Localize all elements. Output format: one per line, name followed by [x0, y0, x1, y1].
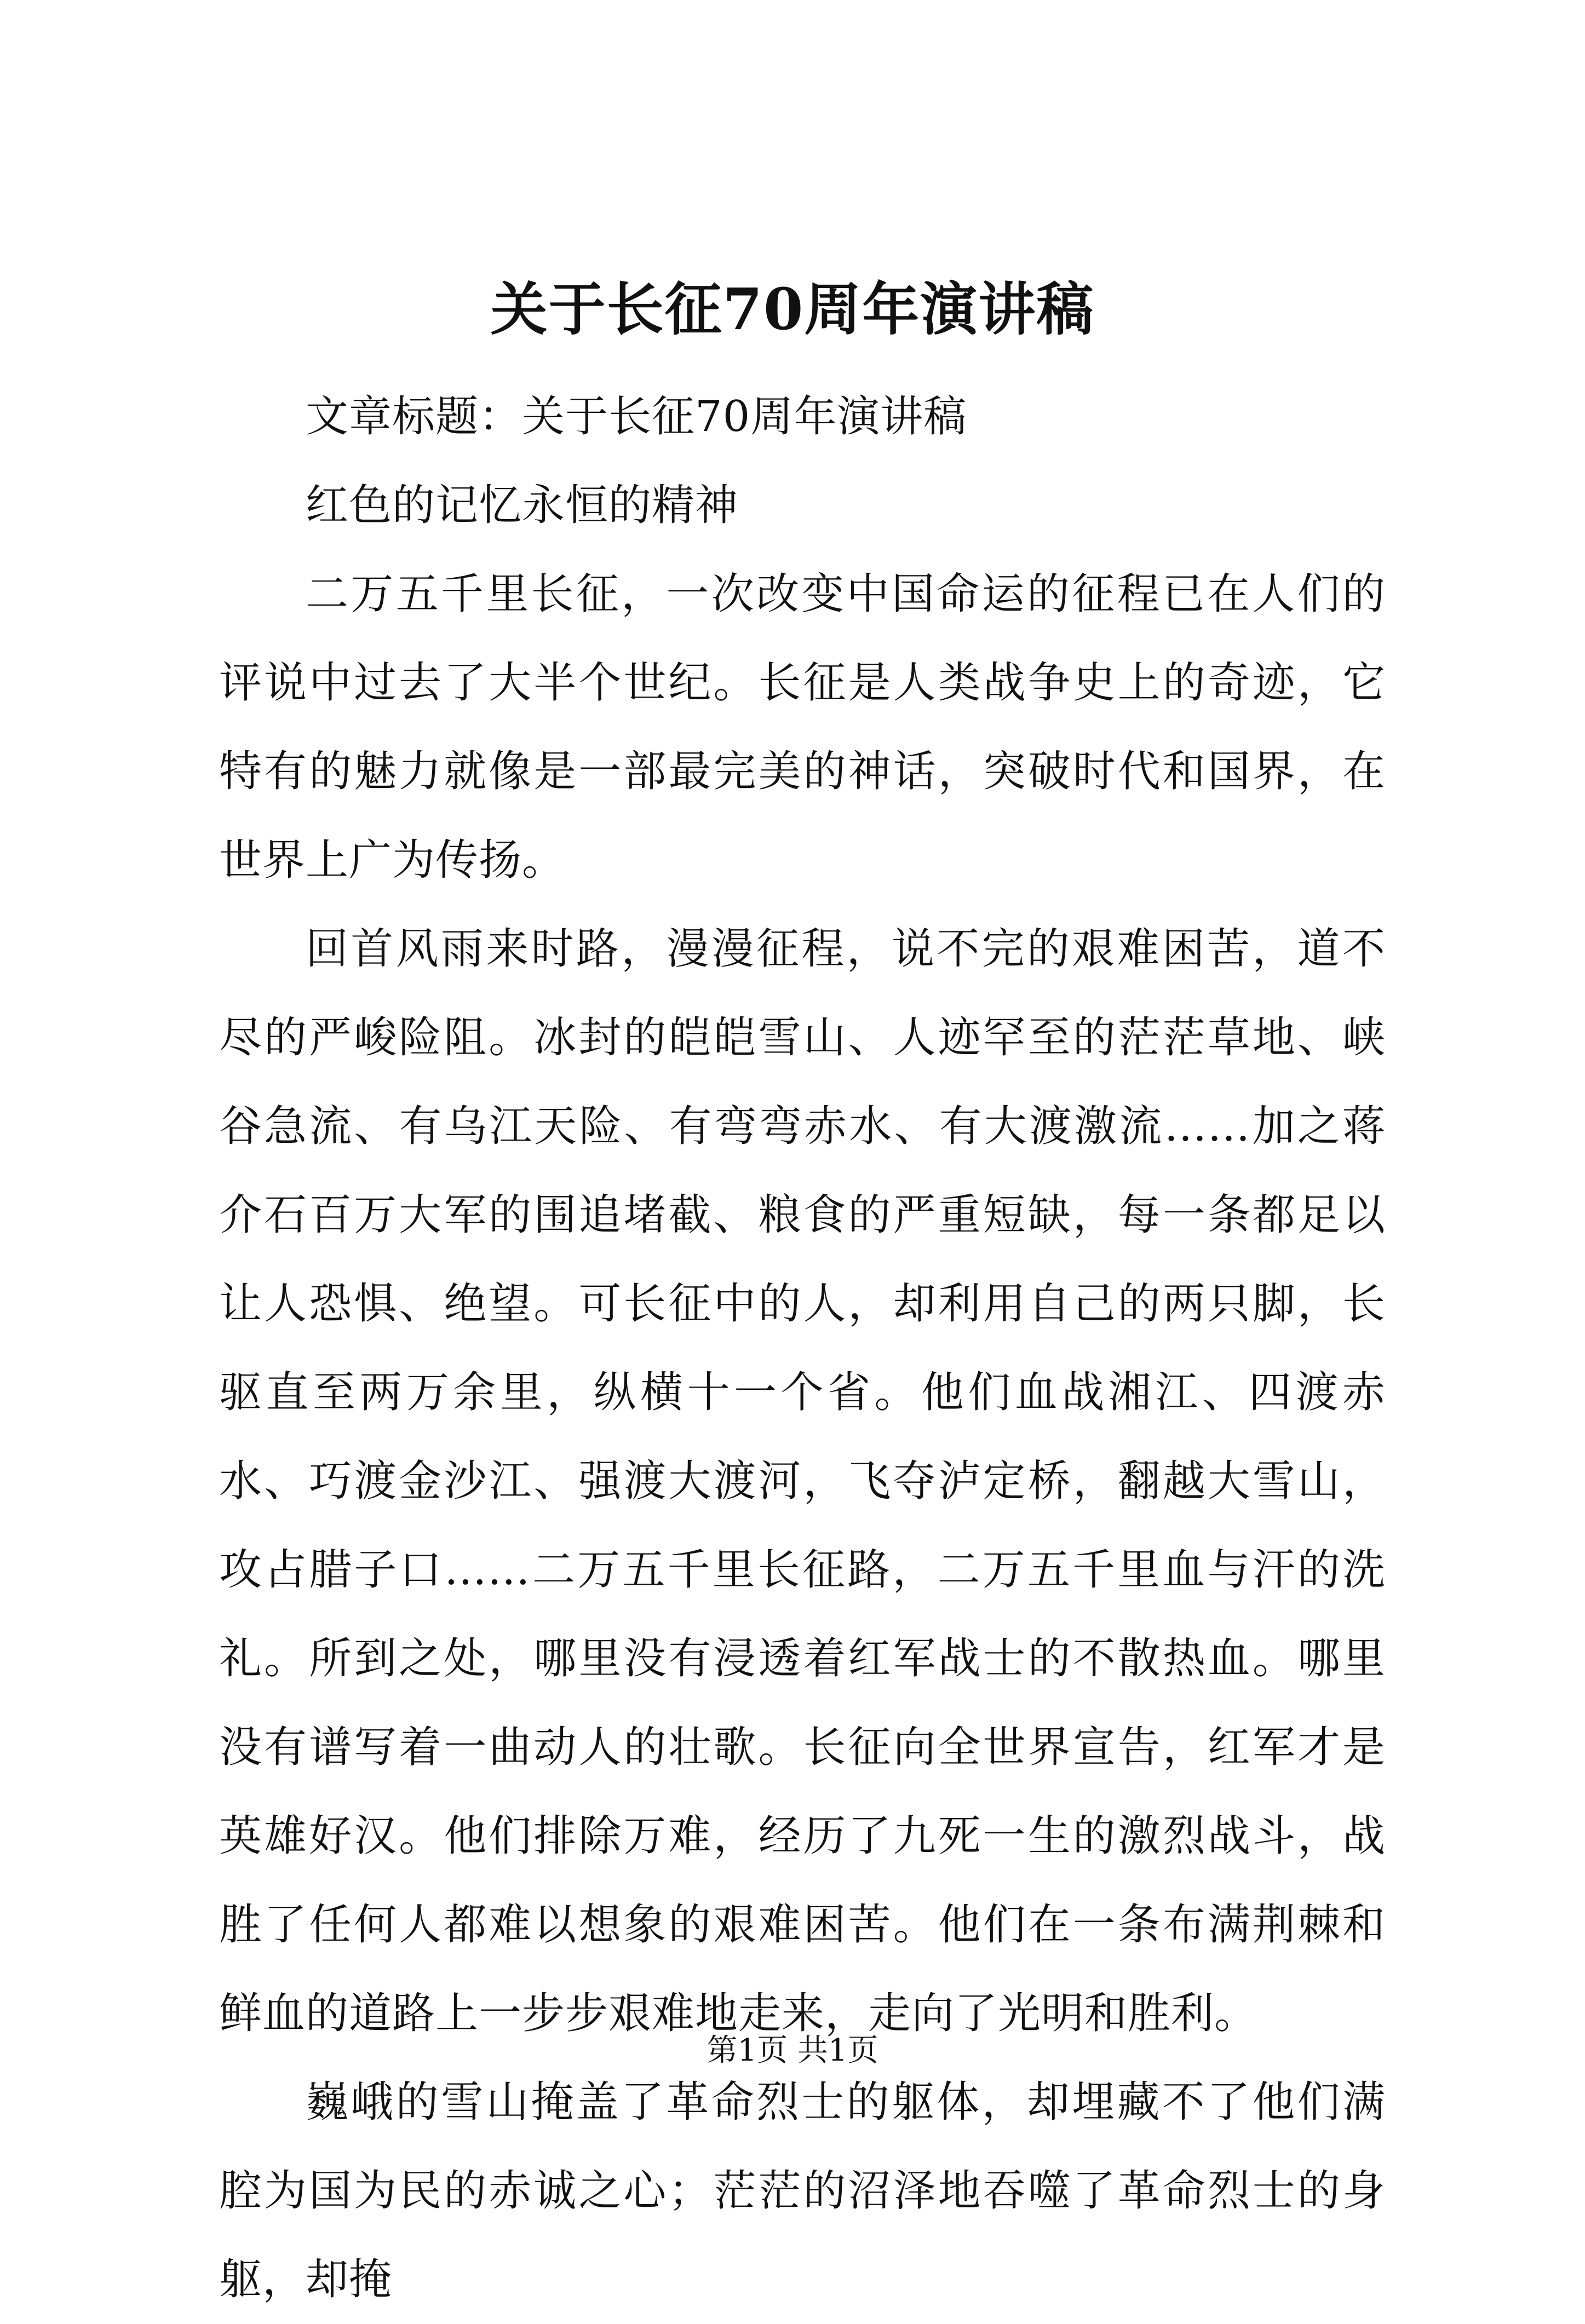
article-title-line: 文章标题：关于长征70周年演讲稿: [306, 392, 967, 441]
document-title: 关于长征70周年演讲稿: [490, 275, 1095, 343]
page-footer: 第1页 共1页: [707, 2033, 878, 2068]
subtitle-line: 红色的记忆永恒的精神: [306, 481, 739, 530]
body-paragraph: 巍峨的雪山掩盖了革命烈士的躯体，却埋藏不了他们满腔为国为民的赤诚之心；茫茫的沼泽地吞噬了革命烈士的身躯，却掩: [219, 2078, 1386, 2304]
body-paragraph: 回首风雨来时路，漫漫征程，说不完的艰难困苦，道不尽的严峻险阻。冰封的皑皑雪山、人迹罕至的茫茫草地、峡谷急流、有乌江天险、有弯弯赤水、有大渡激流……加之蒋介石百万大军的围追堵截、粮食的严重短缺，每一条都足以让人恐惧、绝望。可长征中的人，却利用自己的两只脚，长驱直至两万余里，纵横十一个省。他们血战湘江、四渡赤水、巧渡金沙江、强渡大渡河，飞夺泸定桥，翻越大雪山，攻占腊子口……二万五千里长征路，二万五千里血与汗的洗礼。所到之处，哪里没有浸透着红军战士的不散热血。哪里没有谱写着一曲动人的壮歌。长征向全世界宣告，红军才是英雄好汉。他们排除万难，经历了九死一生的激烈战斗，战胜了任何人都难以想象的艰难困苦。他们在一条布满荆棘和鲜血的道路上一步步艰难地走来，走向了光明和胜利。: [219, 924, 1386, 2038]
body-paragraph: 二万五千里长征，一次改变中国命运的征程已在人们的评说中过去了大半个世纪。长征是人类战争史上的奇迹，它特有的魅力就像是一部最完美的神话，突破时代和国界，在世界上广为传扬。: [219, 570, 1386, 885]
